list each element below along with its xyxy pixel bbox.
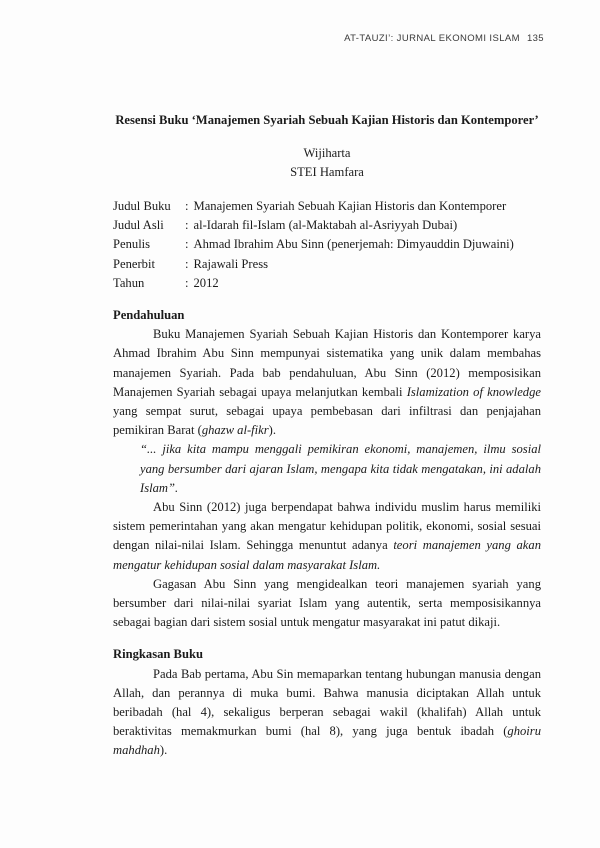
metadata-value: al-Idarah fil-Islam (al-Maktabah al-Asriyyah Dubai) xyxy=(193,218,458,233)
text-run: ). xyxy=(268,423,276,438)
metadata-label: Judul Buku xyxy=(113,199,171,213)
metadata-label: Tahun xyxy=(113,275,145,290)
article-title: Resensi Buku ‘Manajemen Syariah Sebuah Kajian Historis dan Kontemporer’ xyxy=(115,113,539,127)
article-body xyxy=(113,306,541,761)
metadata-row xyxy=(113,197,541,216)
article-content xyxy=(113,0,541,761)
text-run: Buku Manajemen Syariah Sebuah Kajian Historis dan Kontemporer karya Ahmad Ibrahim Abu Sinn mempunyai sistematika yang unik dalam membahas manajemen Syariah. Pada bab pendahuluan, Abu Sinn (2012) memposisikan Manajemen Syariah sebagai upaya melanjutkan kembali xyxy=(113,327,541,399)
block-quote xyxy=(140,440,541,498)
book-metadata xyxy=(113,197,541,293)
page-number: 135 xyxy=(526,33,544,44)
metadata-separator: : xyxy=(185,199,189,213)
author-affiliation: STEI Hamfara xyxy=(290,165,364,179)
italic-text-run: teori manajemen yang akan mengatur kehidupan sosial dalam masyarakat Islam. xyxy=(113,538,541,572)
author-name: Wijiharta xyxy=(303,146,351,160)
metadata-label: Penulis xyxy=(113,237,151,252)
metadata-separator: : xyxy=(185,237,189,252)
text-run: ). xyxy=(159,743,168,758)
metadata-separator: : xyxy=(185,275,189,290)
metadata-row xyxy=(113,274,541,293)
metadata-value: Rajawali Press xyxy=(193,256,268,271)
paragraph xyxy=(113,575,541,633)
metadata-value: Ahmad Ibrahim Abu Sinn (penerjemah: Dimyauddin Djuwaini) xyxy=(193,237,514,252)
journal-name: AT-TAUZI’: JURNAL EKONOMI ISLAM xyxy=(344,33,520,44)
paragraph xyxy=(113,325,541,440)
metadata-label: Penerbit xyxy=(113,256,155,271)
text-run: Gagasan Abu Sinn yang mengidealkan teori manajemen syariah yang bersumber dari nilai-nilai syariat Islam yang autentik, serta memposisikannya sebagai bagian dari sistem sosial untuk mengatur masyarakat ini patut dikaji. xyxy=(113,576,541,630)
paragraph xyxy=(113,665,541,761)
metadata-row xyxy=(113,216,541,235)
metadata-row xyxy=(113,235,541,254)
metadata-label: Judul Asli xyxy=(113,218,164,233)
metadata-separator: : xyxy=(185,218,189,233)
paragraph xyxy=(113,498,541,575)
metadata-value: 2012 xyxy=(193,275,219,290)
section-heading: Pendahuluan xyxy=(113,308,185,323)
italic-text-run: Islamization of knowledge xyxy=(406,384,541,399)
italic-text-run: ghazw al-fikr xyxy=(201,423,269,438)
metadata-value: Manajemen Syariah Sebuah Kajian Historis dan Kontemporer xyxy=(193,199,507,213)
metadata-separator: : xyxy=(185,256,189,271)
metadata-row xyxy=(113,255,541,274)
text-run: yang sempat surut, sebagai upaya pembebasan dari infiltrasi dan penjajahan pemikiran Barat ( xyxy=(113,404,541,438)
text-run: Pada Bab pertama, Abu Sin memaparkan tentang hubungan manusia dengan Allah, dan perannya di muka bumi. Bahwa manusia diciptakan Allah untuk beribadah (hal 4), sekaligus berperan sebagai wakil (khalifah) Allah untuk beraktivitas memakmurkan bumi (hal 8), yang juga bentuk ibadah ( xyxy=(113,666,541,739)
text-run: Abu Sinn (2012) juga berpendapat bahwa individu muslim harus memiliki sistem pemerintahan yang akan mengatur kehidupan politik, ekonomi, sosial sesuai dengan nilai-nilai Islam. Sehingga menuntut adanya xyxy=(113,500,541,553)
italic-text-run: “... jika kita mampu menggali pemikiran ekonomi, manajemen, ilmu sosial yang bersumber dari ajaran Islam, mengapa kita tidak mengatakan, ini adalah Islam”. xyxy=(140,442,541,495)
section-heading: Ringkasan Buku xyxy=(113,647,203,662)
italic-text-run: ghoiru mahdhah xyxy=(113,724,541,758)
